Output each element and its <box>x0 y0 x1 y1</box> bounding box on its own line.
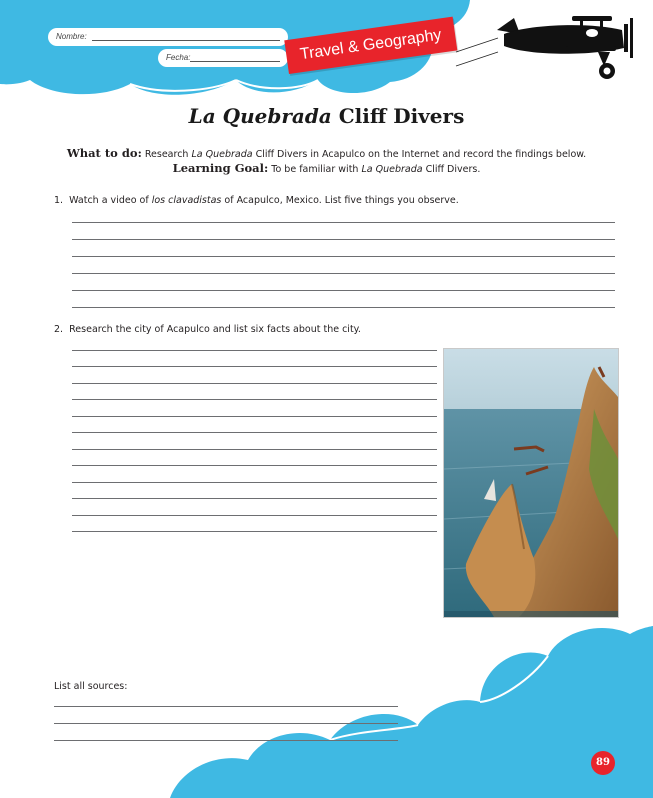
answer-lines-1[interactable] <box>72 206 615 308</box>
date-label: Fecha: <box>166 53 191 62</box>
subject-banner: Travel & Geography <box>284 17 457 74</box>
cliff-divers-photo <box>443 348 619 618</box>
answer-lines-2[interactable] <box>72 334 437 532</box>
what-to-do: What to do: Research La Quebrada Cliff Divers in Acapulco on the Internet and record the findings below. <box>66 146 587 160</box>
learning-goal: Learning Goal: To be familiar with La Quebrada Cliff Divers. <box>172 161 481 175</box>
question-1: 1. Watch a video of los clavadistas of Acapulco, Mexico. List five things you observe. <box>54 195 459 206</box>
tow-rope <box>456 38 498 66</box>
page-title <box>0 104 653 128</box>
what-label: What to do: <box>66 146 142 160</box>
sources-lines[interactable] <box>54 692 398 741</box>
question-2: 2. Research the city of Acapulco and list six facts about the city. <box>54 324 361 335</box>
name-field[interactable] <box>48 28 288 46</box>
title-rest: Cliff Divers <box>338 104 465 128</box>
page-number: 89 <box>591 751 615 775</box>
sources-label: List all sources: <box>54 681 128 692</box>
biplane-silhouette <box>497 16 633 79</box>
date-field[interactable] <box>158 49 288 67</box>
title-italic: La Quebrada <box>188 104 332 128</box>
goal-label: Learning Goal: <box>172 161 269 175</box>
name-label: Nombre: <box>56 32 87 41</box>
